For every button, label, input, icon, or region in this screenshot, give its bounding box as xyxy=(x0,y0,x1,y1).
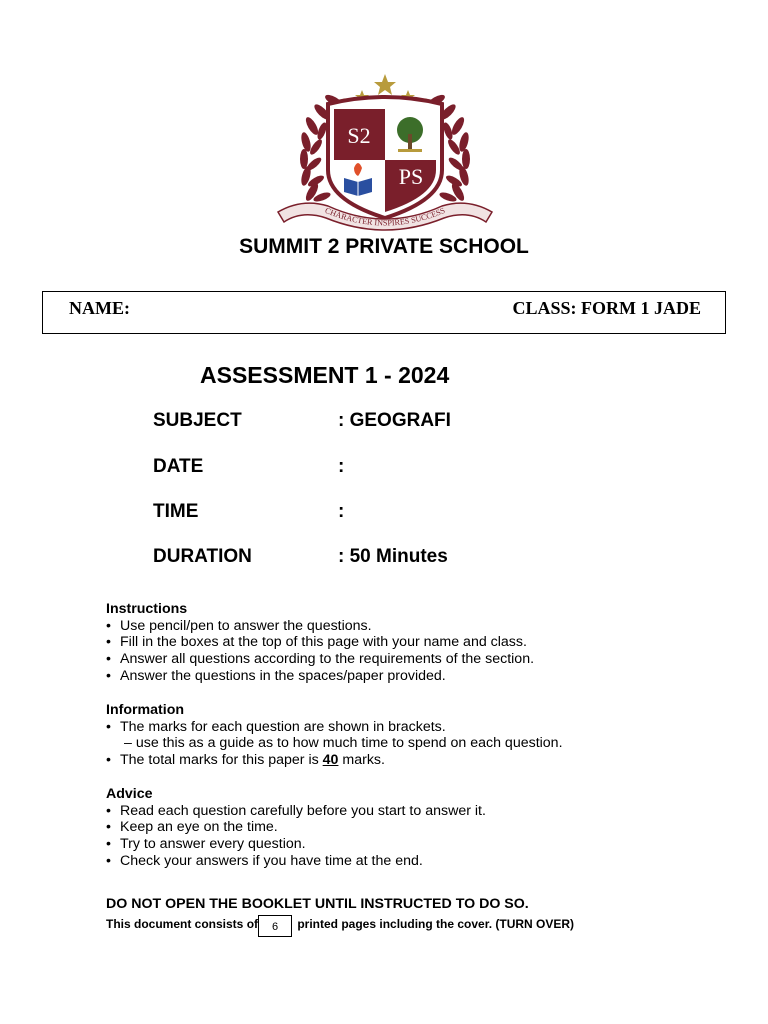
page-count-box: 6 xyxy=(258,915,292,937)
list-item: • Answer the questions in the spaces/paper provided. xyxy=(106,668,534,685)
subject-value: : GEOGRAFI xyxy=(338,410,451,431)
crest-motto: CHARACTER INSPIRES SUCCESS xyxy=(323,205,447,228)
assessment-title: ASSESSMENT 1 - 2024 xyxy=(200,362,450,388)
list-item: • Fill in the boxes at the top of this page with your name and class. xyxy=(106,634,534,651)
time-row xyxy=(153,501,344,523)
time-value: : xyxy=(338,501,345,522)
list-item: • Check your answers if you have time at the end. xyxy=(106,853,486,870)
advice-section xyxy=(106,786,486,870)
total-marks-value: 40 xyxy=(322,752,339,769)
list-item: • Use pencil/pen to answer the questions. xyxy=(106,618,534,635)
pages-suffix: printed pages including the cover. (TURN OVER) xyxy=(294,917,575,932)
duration-value: : 50 Minutes xyxy=(338,546,448,567)
list-item: • Read each question carefully before you start to answer it. xyxy=(106,803,486,820)
date-key: DATE xyxy=(153,456,204,477)
school-name: SUMMIT 2 PRIVATE SCHOOL xyxy=(239,235,529,258)
class-label: CLASS: FORM 1 JADE xyxy=(512,298,701,318)
advice-heading: Advice xyxy=(106,786,153,802)
total-marks-prefix: The total marks for this paper is xyxy=(120,752,323,769)
list-item: • The marks for each question are shown in brackets. xyxy=(106,719,563,736)
crest-letters-ps: PS xyxy=(398,164,424,189)
time-key: TIME xyxy=(153,501,199,522)
list-item: • Answer all questions according to the requirements of the section. xyxy=(106,651,534,668)
name-class-box xyxy=(42,291,726,334)
crest-letters-s2: S2 xyxy=(347,123,371,148)
instructions-heading: Instructions xyxy=(106,601,188,617)
list-item: • Try to answer every question. xyxy=(106,836,486,853)
duration-key: DURATION xyxy=(153,546,252,567)
list-subitem: – use this as a guide as to how much time to spend on each question. xyxy=(124,735,563,752)
date-row xyxy=(153,456,344,478)
information-heading: Information xyxy=(106,702,185,718)
list-item: • Keep an eye on the time. xyxy=(106,819,486,836)
total-marks-suffix: marks. xyxy=(338,752,385,769)
do-not-open-warning: DO NOT OPEN THE BOOKLET UNTIL INSTRUCTED TO DO SO. xyxy=(106,896,529,912)
page-count-line xyxy=(106,914,574,936)
school-crest-logo xyxy=(272,72,498,234)
name-label: NAME: xyxy=(69,298,130,318)
subject-row xyxy=(153,410,451,432)
subject-key: SUBJECT xyxy=(153,410,242,431)
date-value: : xyxy=(338,456,345,477)
instructions-section xyxy=(106,601,534,685)
information-section xyxy=(106,702,563,769)
pages-prefix: This document consists of xyxy=(106,917,259,932)
duration-row xyxy=(153,546,448,568)
list-item xyxy=(106,752,563,769)
